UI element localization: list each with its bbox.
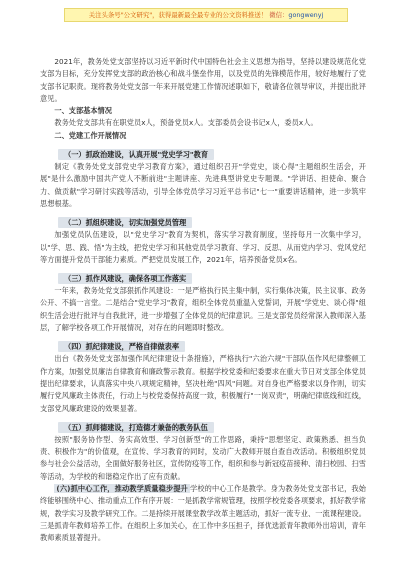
politics-paragraph: 制定《教务处党支部党史学习教育方案》，通过组织召开"学党史，谈心得"主题组织生活会，开展"是什么激励中国共产党人不断前进"主题讲座、先进典型讲党史专题课。"学讲话、担使命、聚合力、做贡献"学习研讨实践等活动，引导全体党员学习习近平总书记"七一"重要讲话精神，进一步筑牢思想根基。 [40,162,366,208]
center-paragraph [40,483,366,544]
subheading-politics: （一）抓政治建设，认真开展"党史学习"教育 [58,149,214,160]
section-heading-1: 一、支部基本情况 [54,106,112,116]
banner-wechat-id: gongwenyj [288,11,324,19]
banner-wechat-label: 微信： [267,11,289,19]
intro-paragraph: 2021年，教务处党支部坚持以习近平新时代中国特色社会主义思想为指导，坚持以建设规范化党支部为目标，充分发挥党支部的政治核心和战斗堡垒作用，以及党员的先锋模范作用，较好地履行了党支部书记职责。现将教务处党支部一年来开展党建工作情况述职如下，敬请各位领导审议，并提出批评意见。 [40,57,366,103]
subheading-center: (六)抓中心工作，推动教学质量稳步提升 [56,484,188,494]
banner-text: 关注头条号"公文研究"，获得最新最全最专业的公文资料推送！ [88,11,268,19]
organization-paragraph: 加强党员队伍建设，以"党史学习"教育为契机，落实学习教育制度，坚持每月一次集中学习，以"学、思、践、悟"为主线，把党史学习和其他党员学习教育、学习、反思、从而党内学习、党风党纪等方面提升党员干部能力素质。严把党员发展工作，2021年，培养预备党员x名。 [40,230,366,264]
subheading-organization: （二）抓组织建设，切实加强党员管理 [58,217,192,228]
subheading-style: （三）抓作风建设，确保各项工作落实 [58,273,192,284]
section-1-body: 教务处党支部共有在职党员x人，预备党员x人。支部委员会设书记x人，委员x人。 [54,118,318,128]
document-body [40,56,366,545]
subheading-discipline: （四）抓纪律建设，严格自律做表率 [58,341,185,352]
promo-banner[interactable] [64,8,348,22]
section-heading-2: 二、党建工作开展情况 [54,130,127,140]
style-paragraph: 一年来，教务处党支部狠抓作风建设：一是严格执行民主集中制，实行集体决策，民主议事、政务公开、不搞一言堂。二是结合"党史学习"教育，组织全体党员重温入党誓词，开展"学党史、谈心得"组织生活会进行批评与自我批评，进一步增强了全体党员的纪律意识。三是支部党员经常深入教师深入基层，了解学校各项工作开展情况，对存在的问题即时整改。 [40,286,366,333]
subheading-team: （五）抓师德建设，打造德才兼备的教务队伍 [58,422,214,433]
discipline-paragraph: 出台《教务处党支部加强作风纪律建设十条措施》，严格执行"六治六规"干部队伍作风纪律整顿工作方案，加强党员廉洁自律教育和廉政警示教育。根据学校党委和纪委要求在重大节日对支部全体党员提出纪律要求，认真落实中央八项规定精神，坚决杜绝"四风"问题。对自身也严格要求以身作则，切实履行党风廉政主体责任，行动上与校党委保持高度一致，积极履行"一岗双责"，明确纪律底线和红线，支部党风廉政建设的效果显著。 [40,354,366,413]
team-paragraph: 按照"服务协作型、务实高效型、学习创新型"的工作思路，秉持"思想坚定、政策熟悉、担当负责、积极作为"的价值观，在宣传、学习教育的同时，发动广大教师开展自查自改活动。积极组织党员参与社会公益活动，全面做好服务社区，宣传防疫等工作，组织和参与新冠疫苗接种、清扫校园、扫雪等活动，为学校的和谐稳定作出了应有贡献。 [40,434,366,481]
center-paragraph-text: 学校的中心工作是教学。身为教务处党支部书记，我始终能够围绕中心、推动重点工作有序开展：一是抓教学常规管理，按照学校党委各项要求，抓好教学常规，教学实习及教学研究工作。二是持续开展课堂教学改革主题活动，抓好一流专业、一流课程建设。三是抓青年教师培养工作。在组织上多加关心，在工作中多压担子，择优选派青年教师外出培训，青年教师素质显著提升。 [40,484,366,543]
